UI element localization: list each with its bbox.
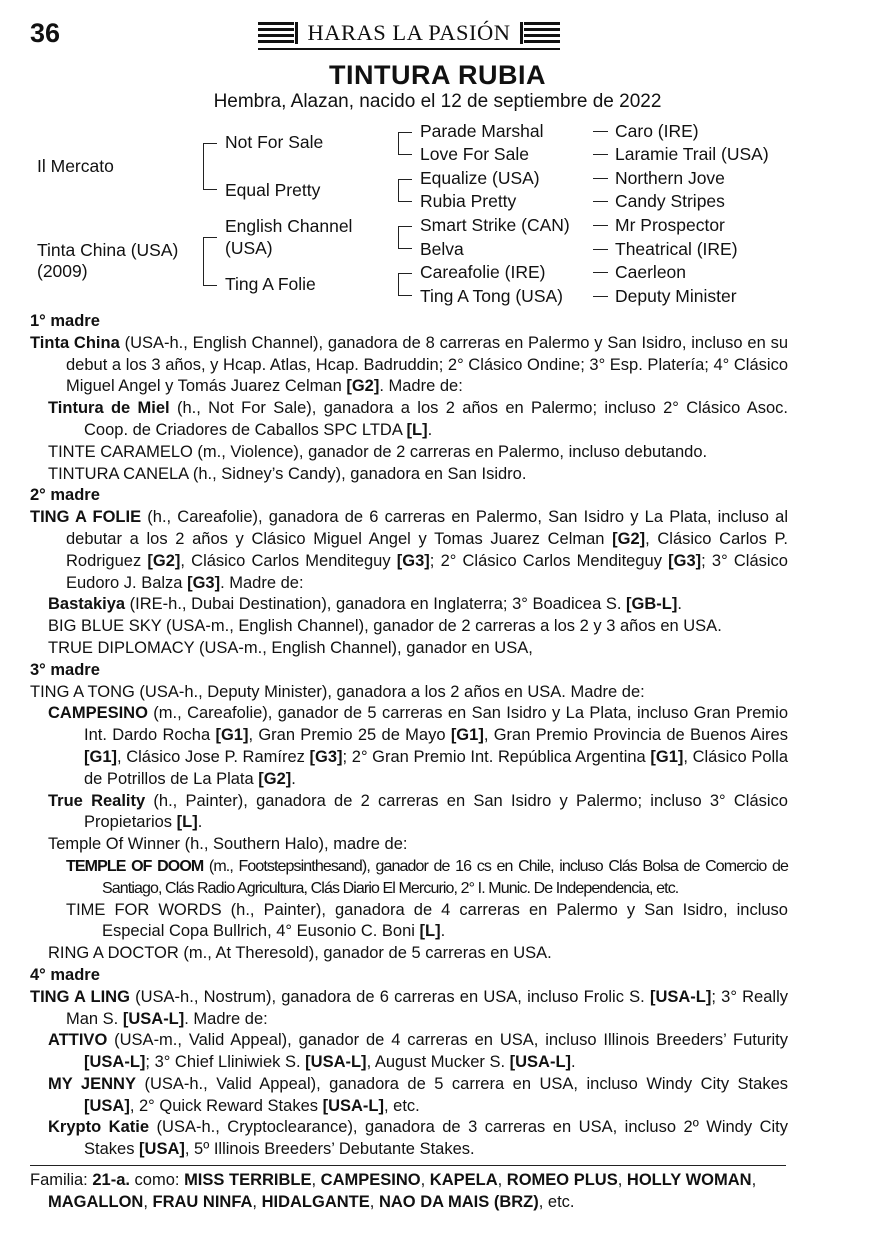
sep: ,	[420, 1171, 430, 1189]
bracket	[398, 132, 399, 154]
grade: [G3]	[396, 551, 430, 570]
gen3-name: Smart Strike (CAN)	[420, 215, 570, 235]
grade: [G2]	[346, 377, 380, 396]
entry-text: TIME FOR WORDS (h., Painter), ganadora de 4 carreras en Palermo y San Isidro, incluso Especial Copa Bullrich, 4° Eusonio C. Boni	[66, 900, 788, 941]
grade: [USA]	[139, 1140, 185, 1159]
entry	[30, 1030, 788, 1074]
section-heading: 4° madre	[30, 965, 100, 984]
grade: [USA-L]	[122, 1009, 185, 1028]
entry: TING A TONG (USA-h., Deputy Minister), ganadora a los 2 años en USA. Madre de:	[30, 682, 645, 701]
grade: [G1]	[650, 747, 684, 766]
family-label: Familia:	[30, 1171, 93, 1189]
entry-text: (h., Painter), ganadora de 2 carreras en San Isidro y Palermo; incluso 3° Clásico Propietarios	[84, 791, 788, 832]
gen2-sire-sire: Not For Sale	[225, 132, 324, 152]
gen4-name: Laramie Trail (USA)	[615, 144, 769, 164]
bracket	[398, 226, 399, 248]
dash	[593, 272, 608, 273]
gen3-name: Parade Marshal	[420, 121, 544, 141]
stud-name: HARAS LA PASIÓN	[307, 20, 511, 45]
horse-name: TING A LING	[30, 987, 130, 1006]
entry-text: , Clásico Carlos Menditeguy	[180, 551, 397, 570]
entry-text: .	[571, 1053, 576, 1072]
dash	[593, 178, 608, 179]
horse-name: TINTURA RUBIA	[329, 60, 546, 90]
entry-text: .	[427, 420, 433, 439]
entry-text: , etc.	[384, 1096, 420, 1115]
family-horse: ROMEO PLUS	[506, 1171, 618, 1189]
gen2-dam-sire: English Channel	[225, 216, 353, 236]
entry-text: , Gran Premio Provincia de Buenos Aires	[483, 726, 788, 745]
bracket-tick	[203, 285, 217, 286]
entry-text: (USA-m., Valid Appeal), ganador de 4 carreras en USA, incluso Illinois Breeders’ Futurity	[107, 1031, 788, 1050]
horse-name: TING A FOLIE	[30, 508, 142, 527]
family-number: 21-a.	[92, 1171, 130, 1189]
entry-text: ; 3° Really Man S.	[66, 987, 788, 1028]
entry-text: (IRE-h., Dubai Destination), ganadora en Inglaterra; 3° Boadicea S.	[125, 595, 627, 614]
family-horse: HIDALGANTE	[261, 1193, 370, 1211]
entry-text: (h., Careafolie), ganadora de 6 carreras en Palermo, San Isidro y La Plata, incluso al debutar a los 2 años y Clásico Miguel Angel y Tomas Juarez Celman	[66, 508, 788, 548]
sep: ,	[751, 1171, 757, 1189]
dash	[593, 154, 608, 155]
gen3-name: Rubia Pretty	[420, 191, 517, 211]
entry: BIG BLUE SKY (USA-m., English Channel), ganador de 2 carreras a los 2 y 3 años en USA.	[48, 617, 722, 636]
entry-text: , 5º Illinois Breeders’ Debutante Stakes.	[184, 1140, 475, 1159]
gen3-name: Careafolie (IRE)	[420, 262, 546, 282]
sire: Il Mercato	[37, 156, 114, 176]
entry	[30, 856, 788, 900]
entry-text: .	[677, 595, 682, 614]
grade: [G3]	[187, 573, 221, 592]
sep: ,	[617, 1171, 627, 1189]
bracket-tick	[398, 226, 412, 227]
entry	[30, 1074, 788, 1118]
grade: [L]	[176, 813, 198, 832]
gen4-name: Deputy Minister	[615, 286, 737, 306]
dam: Tinta China (USA)	[37, 240, 179, 260]
entry-text: , Gran Premio 25 de Mayo	[248, 726, 451, 745]
entry	[30, 507, 788, 594]
grade: [L]	[406, 420, 428, 439]
entry: Temple Of Winner (h., Southern Halo), madre de:	[48, 835, 408, 854]
grade: [G2]	[612, 529, 646, 548]
horse-name: True Reality	[48, 791, 146, 810]
entry-text: .	[291, 769, 296, 788]
grade: [USA-L]	[84, 1053, 146, 1072]
dam-line	[30, 311, 788, 1161]
entry-text: ; 2° Gran Premio Int. República Argentina	[342, 747, 651, 766]
section-heading: 3° madre	[30, 660, 100, 679]
gen2-sire-dam: Equal Pretty	[225, 180, 321, 200]
horse-name: Tinta China	[30, 333, 120, 352]
family-etc: , etc.	[538, 1193, 575, 1211]
horse-name: TEMPLE OF DOOM	[66, 857, 204, 875]
bracket-tick	[398, 179, 412, 180]
dash	[593, 201, 608, 202]
section-heading: 1° madre	[30, 312, 100, 330]
entry	[30, 987, 788, 1031]
bracket	[398, 179, 399, 201]
header-bars-left-icon	[258, 22, 294, 44]
grade: [L]	[419, 922, 441, 941]
dash	[593, 249, 608, 250]
sep: ,	[369, 1193, 379, 1211]
entry-text: , Clásico Jose P. Ramírez	[117, 747, 310, 766]
family-como: como:	[129, 1171, 185, 1189]
family-horse: MAGALLON	[48, 1193, 144, 1211]
entry-text: . Madre de:	[184, 1009, 268, 1028]
page-number: 36	[30, 18, 61, 48]
bracket-tick	[398, 154, 412, 155]
grade: [G3]	[668, 551, 702, 570]
entry-text: (m., Careafolie), ganador de 5 carreras en San Isidro y La Plata, incluso Gran Premio Int. Dardo Rocha	[84, 704, 788, 745]
family-line-2	[30, 1191, 788, 1213]
horse-name: ATTIVO	[48, 1031, 108, 1050]
horse-name: Krypto Katie	[48, 1118, 150, 1137]
entry: RING A DOCTOR (m., At Theresold), ganador de 5 carreras en USA.	[48, 944, 552, 963]
sep: ,	[497, 1171, 507, 1189]
entry: TINTURA CANELA (h., Sidney’s Candy), ganadora en San Isidro.	[48, 464, 527, 483]
dash	[593, 225, 608, 226]
grade: [USA-L]	[322, 1096, 384, 1115]
bracket	[203, 143, 204, 189]
gen4-name: Candy Stripes	[615, 191, 725, 211]
grade: [G1]	[215, 726, 249, 745]
grade: [G2]	[258, 769, 292, 788]
gen3-name: Ting A Tong (USA)	[420, 286, 563, 306]
entry-text: (h., Not For Sale), ganadora a los 2 años en Palermo; incluso 2° Clásico Asoc. Coop. de Criadores de Caballos SPC LTDA	[84, 399, 788, 439]
bracket-tick	[398, 201, 412, 202]
entry-text: , 2° Quick Reward Stakes	[129, 1096, 323, 1115]
bracket	[203, 237, 204, 285]
bracket	[398, 273, 399, 295]
entry	[30, 1117, 788, 1161]
entry-text: , Clásico Carlos P. Rodriguez	[66, 529, 788, 570]
entry-text: .	[440, 922, 446, 941]
family-horse: CAMPESINO	[320, 1171, 421, 1189]
entry	[30, 703, 788, 790]
entry	[30, 594, 788, 616]
gen4-name: Mr Prospector	[615, 215, 725, 235]
entry	[30, 900, 788, 944]
gen4-name: Caerleon	[615, 262, 687, 282]
entry-text: (m., Footstepsinthesand), ganador de 16 cs en Chile, incluso Clás Bolsa de Comercio de Santiago, Clás Radio Agricultura, Clás Diario El Mercurio, 2° I. Munic. De Independencia, etc.	[102, 857, 788, 897]
family-horse: HOLLY WOMAN	[626, 1171, 752, 1189]
gen2-dam-dam: Ting A Folie	[225, 274, 316, 294]
bracket-tick	[398, 132, 412, 133]
gen3-name: Love For Sale	[420, 144, 529, 164]
entry-text: (USA-h., Nostrum), ganadora de 6 carreras en USA, incluso Frolic S.	[129, 987, 650, 1006]
entry: TRUE DIPLOMACY (USA-m., English Channel), ganador en USA,	[48, 638, 533, 657]
entry-text: ; 2° Clásico Carlos Menditeguy	[429, 551, 669, 570]
entry	[30, 791, 788, 835]
entry-text: .	[197, 813, 203, 832]
grade: [G3]	[309, 747, 343, 766]
grade: [USA-L]	[649, 987, 712, 1006]
header-bars-right-icon	[524, 22, 560, 44]
sep: ,	[311, 1171, 321, 1189]
family-horse: NAO DA MAIS (BRZ)	[378, 1193, 539, 1211]
grade: [G2]	[147, 551, 181, 570]
sep: ,	[143, 1193, 153, 1211]
bracket-tick	[398, 273, 412, 274]
entry-text: (USA-h., Cryptoclearance), ganadora de 3 carreras en USA, incluso 2º Windy City Stakes	[84, 1118, 789, 1159]
entry-text: ; 3° Chief Lliniwiek S.	[145, 1053, 306, 1072]
sep: ,	[252, 1193, 262, 1211]
gen4-name: Theatrical (IRE)	[615, 239, 738, 259]
bracket-tick	[398, 295, 412, 296]
bracket-tick	[203, 237, 217, 238]
horse-name: CAMPESINO	[48, 704, 148, 723]
gen2-dam-sire-country: (USA)	[225, 238, 273, 258]
entry-text: . Madre de:	[379, 377, 463, 396]
family-horse: MISS TERRIBLE	[184, 1171, 312, 1189]
entry-text: . Madre de:	[220, 573, 304, 592]
gen4-name: Caro (IRE)	[615, 121, 699, 141]
family	[30, 1169, 788, 1213]
entry-text: (USA-h., Valid Appeal), ganadora de 5 carrera en USA, incluso Windy City Stakes	[135, 1074, 788, 1093]
entry	[30, 333, 788, 398]
stud-header	[258, 18, 560, 50]
entry: TINTE CARAMELO (m., Violence), ganador de 2 carreras en Palermo, incluso debutando.	[48, 442, 708, 461]
dam-year: (2009)	[37, 261, 88, 281]
gen3-name: Equalize (USA)	[420, 168, 540, 188]
grade: [USA-L]	[305, 1053, 367, 1072]
horse-name: Bastakiya	[48, 595, 126, 614]
family-horse: FRAU NINFA	[152, 1193, 253, 1211]
bracket-tick	[203, 143, 217, 144]
gen4-name: Northern Jove	[615, 168, 725, 188]
entry-text: , Clásico Polla de Potrillos de La Plata	[84, 747, 789, 788]
horse-name: Tintura de Miel	[48, 399, 170, 418]
family-rule	[30, 1165, 786, 1166]
entry-text: (USA-h., English Channel), ganadora de 8 carreras en Palermo y San Isidro, incluso en su debut a los 3 años, y Hcap. Atlas, Hcap. Badruddin; 2° Clásico Ondine; 3° Esp. Platería; 4° Clásico Miguel Angel y Tomás Juarez Celman	[66, 333, 788, 396]
entry	[30, 398, 788, 442]
grade: [G1]	[84, 747, 117, 766]
grade: [GB-L]	[626, 595, 678, 614]
grade: [USA-L]	[509, 1053, 572, 1072]
family-horse: KAPELA	[429, 1171, 498, 1189]
dash	[593, 296, 608, 297]
horse-name: MY JENNY	[48, 1074, 136, 1093]
entry-text: ; 3° Clásico Eudoro J. Balza	[66, 551, 788, 592]
horse-subtitle: Hembra, Alazan, nacido el 12 de septiembre de 2022	[213, 91, 662, 112]
entry-text: , August Mucker S.	[366, 1053, 510, 1072]
header-rule	[258, 48, 560, 50]
gen3-name: Belva	[420, 239, 464, 259]
grade: [G1]	[450, 726, 484, 745]
bracket-tick	[203, 189, 217, 190]
section-heading: 2° madre	[30, 486, 100, 505]
bracket-tick	[398, 248, 412, 249]
dash	[593, 131, 608, 132]
grade: [USA]	[84, 1096, 130, 1115]
